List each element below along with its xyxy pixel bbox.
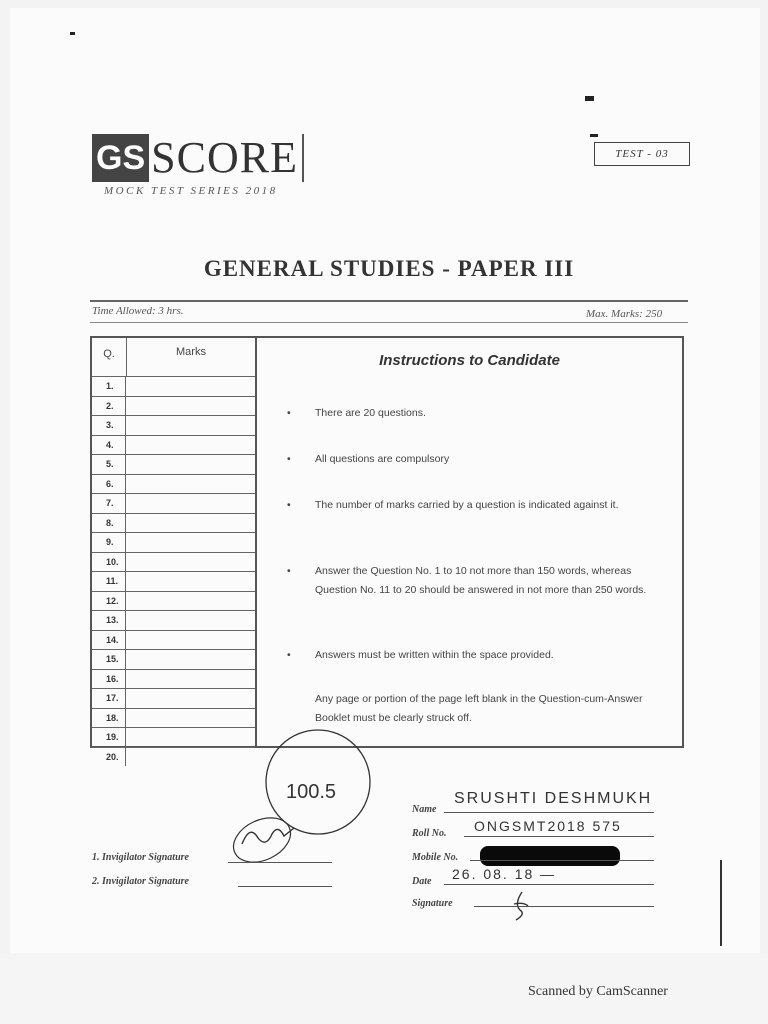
signature-line: [228, 862, 332, 863]
marks-table-row: [92, 611, 255, 631]
question-number: 11.: [92, 572, 126, 591]
marks-table-row: [92, 572, 255, 592]
question-number: 7.: [92, 494, 126, 513]
marks-table-header: [92, 338, 255, 377]
marks-table-row: [92, 494, 255, 514]
divider: [90, 322, 688, 323]
marks-cell: [126, 650, 255, 669]
marks-table: [92, 338, 257, 762]
marks-cell: [126, 611, 255, 630]
tag-mark: [590, 134, 598, 137]
date-label: Date: [412, 876, 432, 887]
question-number: 5.: [92, 455, 126, 474]
roll-label: Roll No.: [412, 828, 447, 839]
max-marks: Max. Marks: 250: [586, 308, 663, 320]
marks-cell: [126, 689, 255, 708]
question-number: 3.: [92, 416, 126, 435]
marks-table-row: [92, 475, 255, 495]
instruction-item: • Answers must be written within the space provided.: [287, 649, 554, 661]
marks-table-row: [92, 631, 255, 651]
scan-speck: [70, 32, 75, 35]
invigilator-2-label: 2. Invigilator Signature: [92, 876, 189, 887]
name-value: SRUSHTI DESHMUKH: [454, 790, 653, 807]
mobile-label: Mobile No.: [412, 852, 459, 863]
roll-line: [464, 836, 654, 837]
mobile-line: [470, 860, 654, 861]
marks-table-row: [92, 455, 255, 475]
question-number: 6.: [92, 475, 126, 494]
marks-header: Marks: [176, 346, 206, 358]
logo-subtitle: MOCK TEST SERIES 2018: [104, 185, 278, 197]
marks-cell: [126, 572, 255, 591]
question-number: 20.: [92, 748, 126, 767]
scan-speck: [585, 96, 594, 101]
marks-table-row: [92, 689, 255, 709]
signature-line: [238, 886, 332, 887]
marks-cell: [126, 533, 255, 552]
time-allowed: Time Allowed: 3 hrs.: [92, 305, 184, 317]
gs-score-logo: [92, 134, 304, 182]
instruction-item: Any page or portion of the page left blank in the Question-cum-Answer Booklet must be clearly struck off.: [315, 693, 643, 724]
marks-cell: [126, 670, 255, 689]
test-number-tag: TEST - 03: [594, 142, 690, 166]
logo-score-word: SCORE: [151, 134, 304, 182]
question-number: 18.: [92, 709, 126, 728]
marks-table-row: [92, 514, 255, 534]
question-number: 8.: [92, 514, 126, 533]
redacted-mobile: [480, 846, 620, 866]
marks-table-row: [92, 397, 255, 417]
score-ink-annotation: [220, 716, 390, 886]
marks-cell: [126, 592, 255, 611]
question-number: 17.: [92, 689, 126, 708]
marks-cell: [126, 436, 255, 455]
instruction-item: • Answer the Question No. 1 to 10 not more than 150 words, whereas Question No. 11 to 20 should be answered in not more than 250 words.: [287, 565, 647, 596]
instructions-title: Instructions to Candidate: [379, 352, 560, 369]
question-number: 2.: [92, 397, 126, 416]
question-number: 16.: [92, 670, 126, 689]
question-number: 19.: [92, 728, 126, 747]
question-number: 10.: [92, 553, 126, 572]
marks-cell: [126, 416, 255, 435]
question-number: 9.: [92, 533, 126, 552]
date-line: [444, 884, 654, 885]
marks-and-instructions-box: [90, 336, 684, 762]
marks-cell: [126, 475, 255, 494]
marks-cell: [126, 455, 255, 474]
marks-cell: [126, 514, 255, 533]
question-number: 12.: [92, 592, 126, 611]
q-header: Q.: [92, 338, 127, 376]
invigilator-signature-scribble: [242, 828, 294, 844]
marks-cell: [126, 377, 255, 396]
page-edge: [720, 860, 722, 946]
marks-cell: [126, 553, 255, 572]
camscanner-footer: Scanned by CamScanner: [528, 984, 668, 999]
marks-table-row: [92, 377, 255, 397]
question-number: 14.: [92, 631, 126, 650]
question-number: 13.: [92, 611, 126, 630]
instruction-item: • There are 20 questions.: [287, 407, 426, 419]
marks-table-row: [92, 670, 255, 690]
marks-cell: [126, 397, 255, 416]
candidate-signature: [508, 888, 532, 922]
marks-table-row: [92, 533, 255, 553]
marks-table-row: [92, 553, 255, 573]
date-value: 26. 08. 18 —: [452, 866, 557, 882]
logo-gs-box: GS: [92, 134, 149, 182]
question-number: 15.: [92, 650, 126, 669]
instructions-panel: [257, 338, 682, 746]
divider: [90, 300, 688, 302]
marks-table-row: [92, 592, 255, 612]
marks-table-row: [92, 436, 255, 456]
question-number: 1.: [92, 377, 126, 396]
marks-cell: [126, 494, 255, 513]
marks-cell: [126, 631, 255, 650]
name-label: Name: [412, 804, 437, 815]
roll-value: ONGSMT2018 575: [474, 818, 622, 834]
instruction-item: • All questions are compulsory: [287, 453, 450, 465]
name-line: [444, 812, 654, 813]
question-number: 4.: [92, 436, 126, 455]
paper-title: GENERAL STUDIES - PAPER III: [203, 256, 575, 281]
signature-line: [474, 906, 654, 907]
marks-table-row: [92, 416, 255, 436]
signature-label: Signature: [412, 898, 453, 909]
instruction-item: • The number of marks carried by a question is indicated against it.: [287, 499, 619, 511]
invigilator-1-label: 1. Invigilator Signature: [92, 852, 189, 863]
marks-table-row: [92, 650, 255, 670]
handwritten-score: 100.5: [286, 781, 337, 803]
